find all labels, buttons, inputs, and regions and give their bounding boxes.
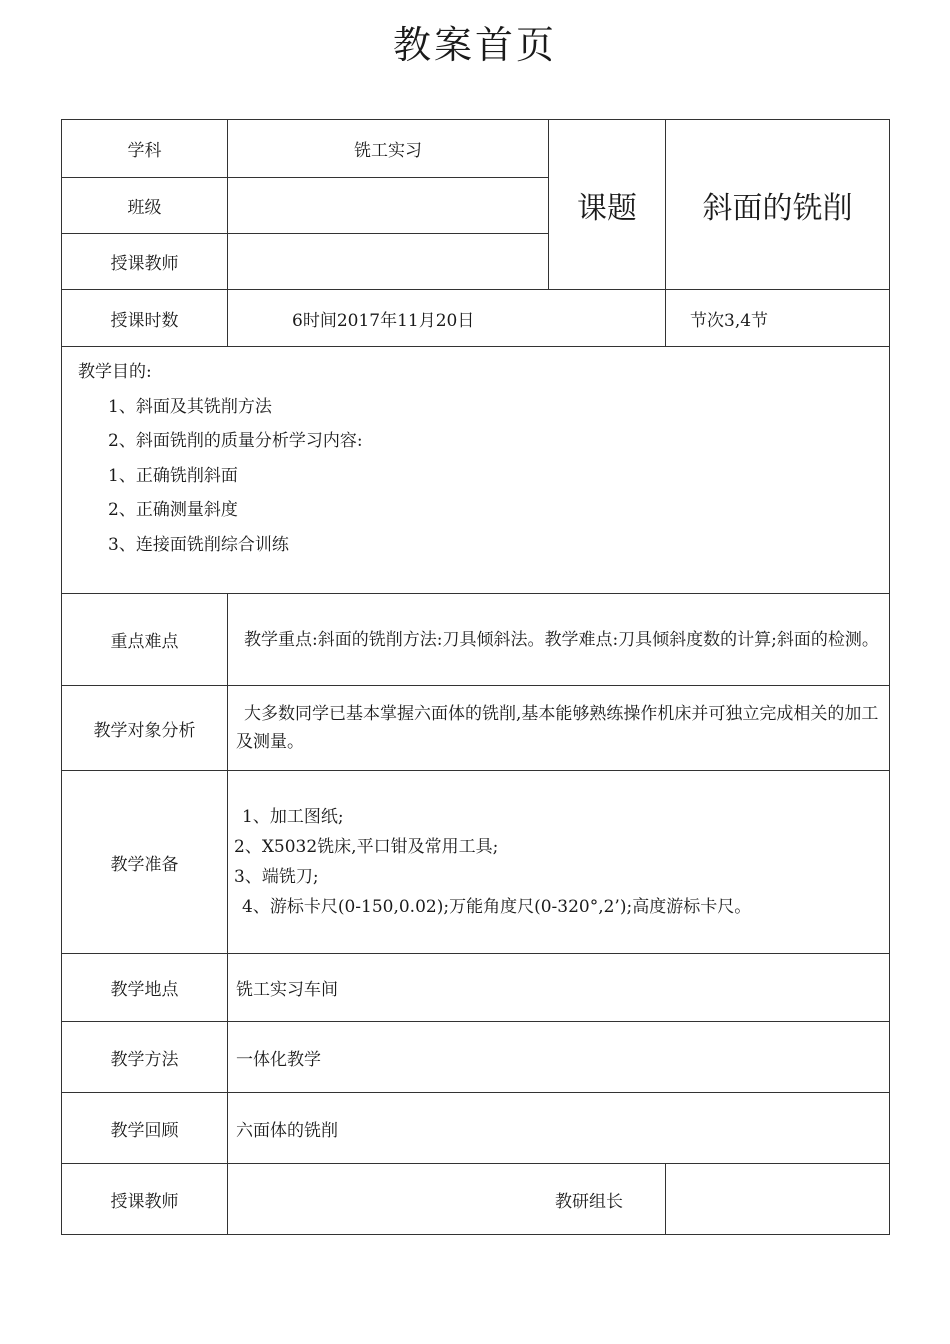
preparation-cell bbox=[228, 771, 890, 954]
subject-value: 铣工实习 bbox=[228, 120, 549, 178]
period-value: 节次3,4节 bbox=[666, 290, 890, 347]
objective-item: 3、连接面铣削综合训练 bbox=[108, 534, 289, 555]
audience-cell bbox=[228, 686, 890, 771]
review-value: 六面体的铣削 bbox=[228, 1093, 890, 1164]
row-subject bbox=[62, 120, 890, 178]
class-value bbox=[228, 178, 549, 234]
topic-label: 课题 bbox=[549, 120, 666, 290]
lesson-plan-table bbox=[61, 119, 890, 1235]
row-location bbox=[62, 954, 890, 1022]
row-signature bbox=[62, 1164, 890, 1235]
objectives-cell bbox=[62, 347, 890, 594]
review-label: 教学回顾 bbox=[62, 1093, 228, 1164]
row-objectives bbox=[62, 347, 890, 594]
objective-item: 1、正确铣削斜面 bbox=[108, 465, 238, 486]
row-preparation bbox=[62, 771, 890, 954]
method-label: 教学方法 bbox=[62, 1022, 228, 1093]
teacher-label: 授课教师 bbox=[62, 234, 228, 290]
time-value: 6时间2017年11月20日 bbox=[228, 290, 666, 347]
group-leader-label: 教研组长 bbox=[228, 1164, 666, 1235]
class-label: 班级 bbox=[62, 178, 228, 234]
method-value: 一体化教学 bbox=[228, 1022, 890, 1093]
audience-label: 教学对象分析 bbox=[62, 686, 228, 771]
preparation-item: 3、端铣刀; bbox=[234, 867, 319, 887]
objective-item: 2、斜面铣削的质量分析学习内容: bbox=[108, 431, 363, 451]
row-time bbox=[62, 290, 890, 347]
row-review bbox=[62, 1093, 890, 1164]
preparation-item: 1、加工图纸; bbox=[242, 807, 344, 827]
audience-text: 大多数同学已基本掌握六面体的铣削,基本能够熟练操作机床并可独立完成相关的加工及测量。 bbox=[236, 704, 879, 752]
row-key-points bbox=[62, 594, 890, 686]
preparation-item: 2、X5032铣床,平口钳及常用工具; bbox=[234, 837, 499, 857]
topic-value: 斜面的铣削 bbox=[666, 120, 890, 290]
group-leader-value bbox=[666, 1164, 890, 1235]
page-title: 教案首页 bbox=[392, 23, 557, 67]
objectives-heading: 教学目的: bbox=[78, 362, 152, 382]
row-audience bbox=[62, 686, 890, 771]
key-points-text: 教学重点:斜面的铣削方法:刀具倾斜法。教学难点:刀具倾斜度数的计算;斜面的检测。 bbox=[244, 629, 879, 650]
signature-teacher-label: 授课教师 bbox=[62, 1164, 228, 1235]
location-label: 教学地点 bbox=[62, 954, 228, 1022]
key-points-cell bbox=[228, 594, 890, 686]
preparation-item: 4、游标卡尺(0-150,0.02);万能角度尺(0-320°,2’);高度游标卡尺。 bbox=[242, 897, 752, 917]
preparation-label: 教学准备 bbox=[62, 771, 228, 954]
row-method bbox=[62, 1022, 890, 1093]
objective-item: 2、正确测量斜度 bbox=[108, 500, 238, 520]
objective-item: 1、斜面及其铣削方法 bbox=[108, 396, 272, 417]
subject-label: 学科 bbox=[62, 120, 228, 178]
time-label: 授课时数 bbox=[62, 290, 228, 347]
location-value: 铣工实习车间 bbox=[228, 954, 890, 1022]
key-points-label: 重点难点 bbox=[62, 594, 228, 686]
teacher-value bbox=[228, 234, 549, 290]
